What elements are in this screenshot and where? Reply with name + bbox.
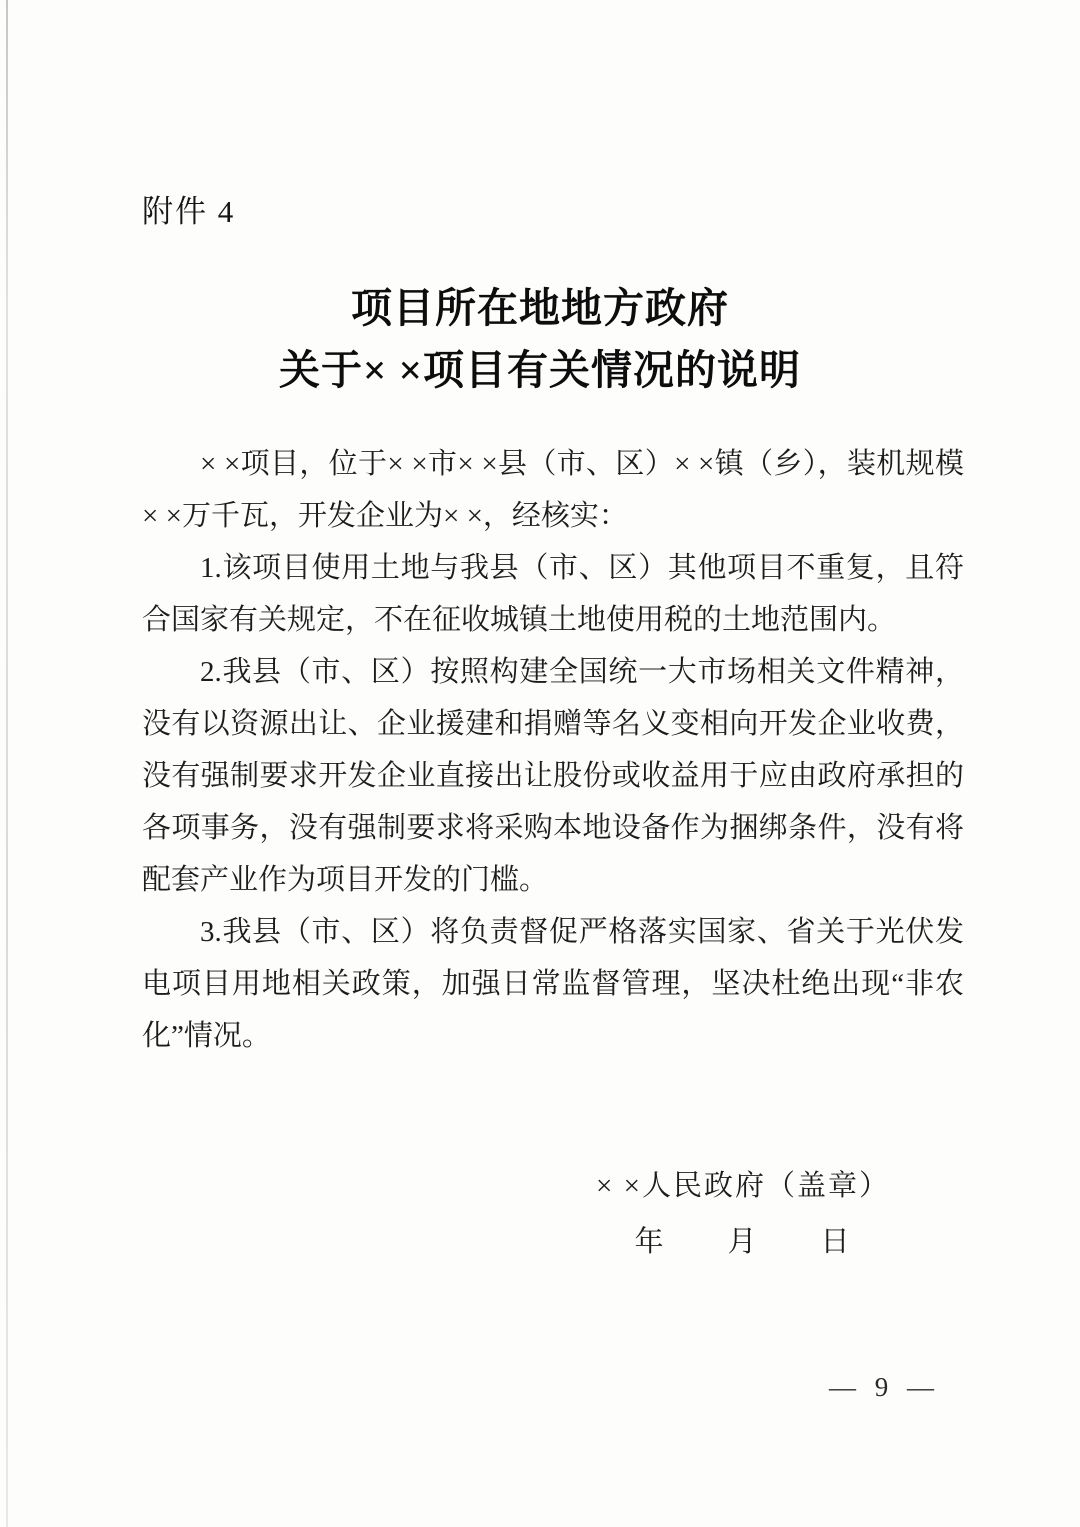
page-number: — 9 — — [829, 1372, 940, 1402]
signature-date-line: 年 月 日 — [634, 1226, 852, 1258]
document-title-line1: 项目所在地地方政府 — [351, 285, 729, 331]
paragraph-intro: × ×项目，位于× ×市× ×县（市、区）× ×镇（乡），装机规模× ×万千瓦，开发企业为× ×，经核实： — [142, 448, 964, 532]
signature-block — [596, 1160, 890, 1268]
attachment-label: 附件 4 — [142, 194, 236, 229]
paragraph-item-3: 3.我县（市、区）将负责督促严格落实国家、省关于光伏发电项目用地相关政策，加强日常监督管理，坚决杜绝出现“非农化”情况。 — [142, 916, 964, 1052]
paragraph-item-1: 1.该项目使用土地与我县（市、区）其他项目不重复，且符合国家有关规定，不在征收城镇土地使用税的土地范围内。 — [142, 552, 964, 636]
document-title — [0, 277, 1080, 401]
signature-government-seal: × ×人民政府（盖章） — [596, 1170, 890, 1202]
document-title-line2: 关于× ×项目有关情况的说明 — [279, 347, 801, 393]
document-body — [142, 438, 964, 1062]
scan-edge-artifact — [6, 0, 8, 1527]
paragraph-item-2: 2.我县（市、区）按照构建全国统一大市场相关文件精神，没有以资源出让、企业援建和捐赠等名义变相向开发企业收费，没有强制要求开发企业直接出让股份或收益用于应由政府承担的各项事务，没有强制要求将采购本地设备作为捆绑条件，没有将配套产业作为项目开发的门槛。 — [142, 656, 964, 896]
